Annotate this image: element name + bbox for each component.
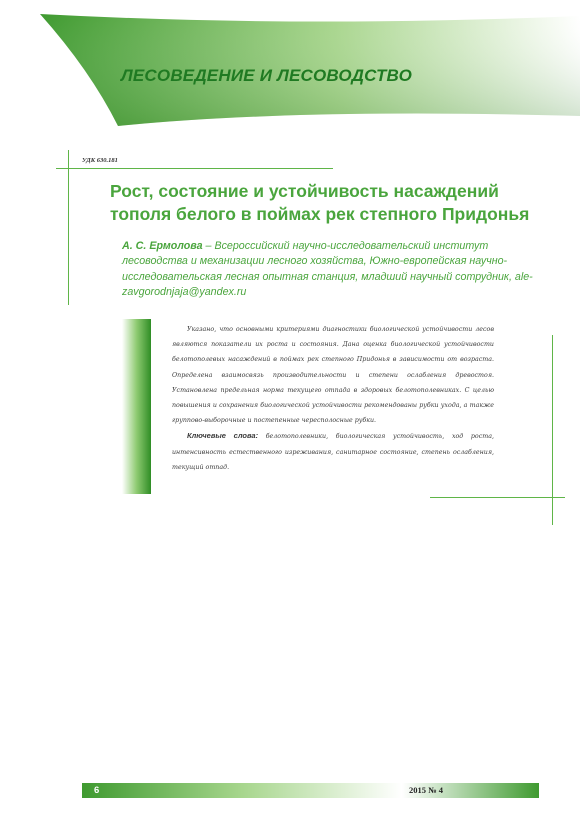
- author-affiliation: – Всероссийский научно-исследовательский институт лесоводства и механизации лесного хозяйства, Южно-европейская научно-исследовательская лесная опытная станция, младший научный сотрудник, ale-zavgorodnjaja@yandex.ru: [122, 240, 533, 298]
- left-vertical-rule: [68, 150, 69, 305]
- section-title: ЛЕСОВЕДЕНИЕ И ЛЕСОВОДСТВО: [121, 66, 413, 85]
- article-title-line-2: тополя белого в поймах рек степного Придонья: [110, 204, 530, 224]
- article-title: [110, 180, 550, 226]
- keywords-text: белотополевники, биологическая устойчивость, ход роста, интенсивность естественного изреживания, санитарное состояние, степень ослабления, текущий отпад.: [172, 433, 494, 471]
- right-horizontal-rule: [430, 497, 565, 498]
- issue-label: 2015 № 4: [408, 785, 443, 795]
- page-number: 6: [94, 785, 100, 796]
- keywords-label: Ключевые слова:: [187, 431, 259, 441]
- udc-code: УДК 630.181: [82, 157, 118, 164]
- abstract-side-bar: [122, 319, 151, 494]
- author-block: [122, 239, 542, 300]
- keywords-paragraph: [172, 428, 494, 475]
- udc-horizontal-rule: [56, 168, 333, 169]
- abstract-text: Указано, что основными критериями диагностики биологической устойчивости лесов являются показатели их роста и состояния. Дана оценка биологической устойчивости белотополевых насаждений в поймах рек степного Придонья в зависимости от возраста. Определена взаимосвязь производительности и степени ослабления древостоя. Установлена предельная норма текущего отпада в здоровых белотополевниках. С целью повышения и сохранения биологической устойчивости рекомендованы рубки ухода, а также группово-выборочные и постепенные чересполосные рубки.: [172, 326, 494, 425]
- footer-bar: [82, 783, 539, 798]
- header-banner: [0, 0, 580, 130]
- author-name: А. С. Ермолова: [122, 240, 203, 252]
- article-title-line-1: Рост, состояние и устойчивость насаждений: [110, 181, 499, 201]
- abstract-block: [172, 322, 494, 475]
